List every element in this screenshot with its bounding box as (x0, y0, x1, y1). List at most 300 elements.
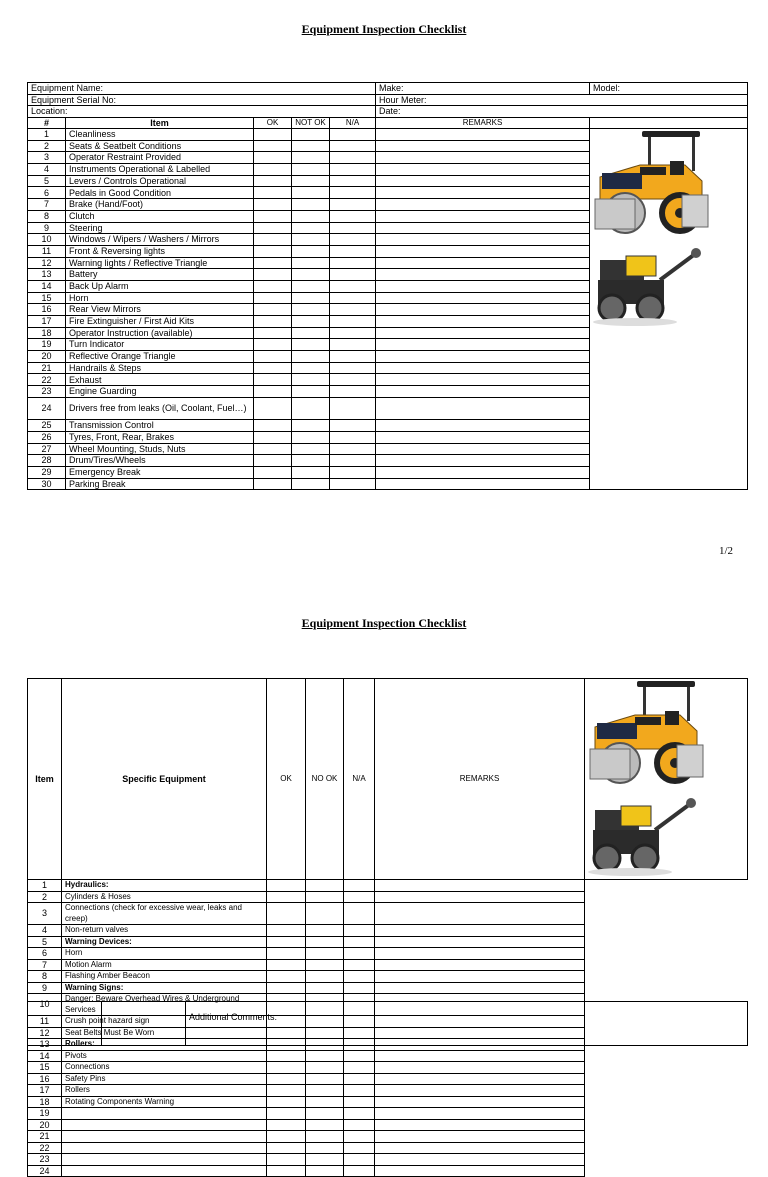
header-remarks: REMARKS (376, 117, 590, 129)
remarks-cell[interactable] (376, 222, 590, 234)
na-cell[interactable] (344, 891, 375, 903)
ok-cell[interactable] (254, 443, 292, 455)
row-number: 10 (28, 234, 66, 246)
row-item: Emergency Break (66, 467, 254, 479)
remarks-cell[interactable] (376, 397, 590, 420)
row-number: 1 (28, 880, 62, 892)
remarks-cell[interactable] (375, 1096, 585, 1108)
tandem-roller-icon (585, 679, 710, 789)
remarks-cell[interactable] (376, 292, 590, 304)
specific-row (28, 971, 748, 983)
row-number: 17 (28, 316, 66, 328)
ok-cell[interactable] (254, 140, 292, 152)
remarks-cell[interactable] (376, 257, 590, 269)
row-number: 25 (28, 420, 66, 432)
ok-cell[interactable] (267, 948, 306, 960)
row-item: Motion Alarm (62, 959, 267, 971)
ok-cell[interactable] (254, 339, 292, 351)
remarks-cell[interactable] (376, 455, 590, 467)
na-cell[interactable] (344, 971, 375, 983)
ok-cell[interactable] (254, 316, 292, 328)
remarks-cell[interactable] (376, 175, 590, 187)
ok-cell[interactable] (267, 903, 306, 925)
row-number: 18 (28, 1096, 62, 1108)
ok-cell[interactable] (254, 432, 292, 444)
row-item: Turn Indicator (66, 339, 254, 351)
na-cell[interactable] (344, 1119, 375, 1131)
not-ok-cell[interactable] (292, 397, 330, 420)
not-ok-cell[interactable] (292, 455, 330, 467)
remarks-cell[interactable] (375, 982, 585, 994)
no-ok-cell[interactable] (306, 1142, 344, 1154)
no-ok-cell[interactable] (306, 1154, 344, 1166)
remarks-cell[interactable] (376, 327, 590, 339)
na-cell[interactable] (330, 455, 376, 467)
ok-cell[interactable] (254, 245, 292, 257)
no-ok-cell[interactable] (306, 1108, 344, 1120)
row-item: Horn (62, 948, 267, 960)
na-cell[interactable] (344, 948, 375, 960)
row-number: 18 (28, 327, 66, 339)
na-cell[interactable] (330, 140, 376, 152)
na-cell[interactable] (344, 1165, 375, 1177)
na-cell[interactable] (344, 1062, 375, 1074)
na-cell[interactable] (344, 936, 375, 948)
na-cell[interactable] (330, 397, 376, 420)
row-item: Seat Belts Must Be Worn (62, 1027, 267, 1039)
specific-row (28, 1085, 748, 1097)
not-ok-cell[interactable] (292, 443, 330, 455)
not-ok-cell[interactable] (292, 339, 330, 351)
row-number: 11 (28, 1016, 62, 1028)
na-cell[interactable] (330, 210, 376, 222)
ok-cell[interactable] (254, 374, 292, 386)
ok-cell[interactable] (267, 880, 306, 892)
remarks-cell[interactable] (375, 971, 585, 983)
row-number: 20 (28, 351, 66, 363)
not-ok-cell[interactable] (292, 175, 330, 187)
remarks-cell[interactable] (375, 1085, 585, 1097)
ok-cell[interactable] (254, 292, 292, 304)
na-cell[interactable] (330, 234, 376, 246)
no-ok-cell[interactable] (306, 1096, 344, 1108)
not-ok-cell[interactable] (292, 269, 330, 281)
row-number: 7 (28, 199, 66, 211)
na-cell[interactable] (344, 1073, 375, 1085)
remarks-cell[interactable] (376, 432, 590, 444)
ok-cell[interactable] (254, 478, 292, 490)
not-ok-cell[interactable] (292, 210, 330, 222)
ok-cell[interactable] (254, 210, 292, 222)
not-ok-cell[interactable] (292, 327, 330, 339)
header-na: N/A (330, 117, 376, 129)
row-item (62, 1131, 267, 1143)
not-ok-cell[interactable] (292, 245, 330, 257)
not-ok-cell[interactable] (292, 199, 330, 211)
ok-cell[interactable] (254, 222, 292, 234)
remarks-cell[interactable] (376, 152, 590, 164)
no-ok-cell[interactable] (306, 948, 344, 960)
no-ok-cell[interactable] (306, 971, 344, 983)
remarks-cell[interactable] (376, 478, 590, 490)
p2-header-no-ok: NO OK (306, 679, 344, 880)
na-cell[interactable] (330, 187, 376, 199)
row-item: Warning Devices: (62, 936, 267, 948)
remarks-cell[interactable] (375, 1108, 585, 1120)
row-number: 19 (28, 339, 66, 351)
no-ok-cell[interactable] (306, 1085, 344, 1097)
ok-cell[interactable] (267, 1119, 306, 1131)
specific-row (28, 1096, 748, 1108)
row-item: Exhaust (66, 374, 254, 386)
na-cell[interactable] (344, 1050, 375, 1062)
p2-header-item: Item (28, 679, 62, 880)
remarks-cell[interactable] (375, 1073, 585, 1085)
row-number: 16 (28, 304, 66, 316)
row-number: 13 (28, 269, 66, 281)
ok-cell[interactable] (254, 455, 292, 467)
remarks-cell[interactable] (375, 1131, 585, 1143)
na-cell[interactable] (330, 129, 376, 141)
ok-cell[interactable] (254, 397, 292, 420)
not-ok-cell[interactable] (292, 234, 330, 246)
row-item: Pedals in Good Condition (66, 187, 254, 199)
no-ok-cell[interactable] (306, 1050, 344, 1062)
row-item: Parking Break (66, 478, 254, 490)
not-ok-cell[interactable] (292, 316, 330, 328)
not-ok-cell[interactable] (292, 478, 330, 490)
na-cell[interactable] (344, 1108, 375, 1120)
specific-row (28, 1050, 748, 1062)
remarks-cell[interactable] (375, 1142, 585, 1154)
additional-comments-label[interactable]: Additional Comments: (186, 1002, 748, 1046)
no-ok-cell[interactable] (306, 880, 344, 892)
row-number: 21 (28, 1131, 62, 1143)
specific-row (28, 1131, 748, 1143)
remarks-cell[interactable] (375, 1165, 585, 1177)
remarks-cell[interactable] (376, 351, 590, 363)
row-item: Battery (66, 269, 254, 281)
remarks-cell[interactable] (376, 339, 590, 351)
not-ok-cell[interactable] (292, 222, 330, 234)
ok-cell[interactable] (254, 362, 292, 374)
na-cell[interactable] (330, 292, 376, 304)
checklist-row (28, 129, 748, 141)
remarks-cell[interactable] (376, 374, 590, 386)
na-cell[interactable] (330, 304, 376, 316)
remarks-cell[interactable] (375, 959, 585, 971)
not-ok-cell[interactable] (292, 292, 330, 304)
remarks-cell[interactable] (375, 936, 585, 948)
na-cell[interactable] (330, 362, 376, 374)
remarks-cell[interactable] (376, 362, 590, 374)
na-cell[interactable] (344, 903, 375, 925)
na-cell[interactable] (330, 339, 376, 351)
ok-cell[interactable] (254, 386, 292, 398)
row-item: Crush point hazard sign (62, 1016, 267, 1028)
p2-header-na: N/A (344, 679, 375, 880)
ok-cell[interactable] (267, 1142, 306, 1154)
not-ok-cell[interactable] (292, 257, 330, 269)
row-number: 3 (28, 903, 62, 925)
row-number: 19 (28, 1108, 62, 1120)
row-number: 9 (28, 222, 66, 234)
row-number: 24 (28, 1165, 62, 1177)
row-item: Front & Reversing lights (66, 245, 254, 257)
na-cell[interactable] (344, 1154, 375, 1166)
na-cell[interactable] (330, 199, 376, 211)
row-number: 1 (28, 129, 66, 141)
row-number: 3 (28, 152, 66, 164)
ok-cell[interactable] (254, 129, 292, 141)
not-ok-cell[interactable] (292, 432, 330, 444)
row-item: Cylinders & Hoses (62, 891, 267, 903)
ok-cell[interactable] (267, 982, 306, 994)
ok-cell[interactable] (254, 257, 292, 269)
remarks-cell[interactable] (376, 386, 590, 398)
ok-cell[interactable] (267, 959, 306, 971)
row-item (62, 1119, 267, 1131)
row-number: 24 (28, 397, 66, 420)
ok-cell[interactable] (267, 1062, 306, 1074)
na-cell[interactable] (344, 925, 375, 937)
remarks-cell[interactable] (376, 140, 590, 152)
no-ok-cell[interactable] (306, 959, 344, 971)
not-ok-cell[interactable] (292, 304, 330, 316)
no-ok-cell[interactable] (306, 1062, 344, 1074)
row-number: 4 (28, 925, 62, 937)
row-number: 23 (28, 386, 66, 398)
na-cell[interactable] (330, 443, 376, 455)
not-ok-cell[interactable] (292, 374, 330, 386)
remarks-cell[interactable] (376, 199, 590, 211)
na-cell[interactable] (344, 1096, 375, 1108)
ok-cell[interactable] (267, 1131, 306, 1143)
not-ok-cell[interactable] (292, 351, 330, 363)
na-cell[interactable] (330, 327, 376, 339)
ok-cell[interactable] (254, 467, 292, 479)
remarks-cell[interactable] (376, 443, 590, 455)
ok-cell[interactable] (254, 351, 292, 363)
na-cell[interactable] (330, 316, 376, 328)
row-item: Rear View Mirrors (66, 304, 254, 316)
row-number: 14 (28, 280, 66, 292)
row-item: Rotating Components Warning (62, 1096, 267, 1108)
na-cell[interactable] (344, 959, 375, 971)
remarks-cell[interactable] (376, 245, 590, 257)
na-cell[interactable] (330, 152, 376, 164)
header-num: # (28, 117, 66, 129)
na-cell[interactable] (330, 245, 376, 257)
specific-row (28, 982, 748, 994)
remarks-cell[interactable] (375, 1062, 585, 1074)
na-cell[interactable] (330, 222, 376, 234)
remarks-cell[interactable] (376, 129, 590, 141)
ok-cell[interactable] (254, 175, 292, 187)
ok-cell[interactable] (254, 199, 292, 211)
row-item: Windows / Wipers / Washers / Mirrors (66, 234, 254, 246)
na-cell[interactable] (344, 982, 375, 994)
row-item: Danger: Beware Overhead Wires & Underground Services (62, 994, 267, 1016)
row-item: Flashing Amber Beacon (62, 971, 267, 983)
row-item: Handrails & Steps (66, 362, 254, 374)
remarks-cell[interactable] (376, 467, 590, 479)
ok-cell[interactable] (254, 420, 292, 432)
equipment-name-label: Equipment Name: (28, 83, 376, 94)
row-item (62, 1108, 267, 1120)
row-item: Operator Instruction (available) (66, 327, 254, 339)
remarks-cell[interactable] (375, 891, 585, 903)
ok-cell[interactable] (254, 164, 292, 176)
page2-title: Equipment Inspection Checklist (301, 616, 467, 630)
ok-cell[interactable] (267, 1154, 306, 1166)
ok-cell[interactable] (267, 1050, 306, 1062)
row-number: 22 (28, 374, 66, 386)
remarks-cell[interactable] (375, 903, 585, 925)
header-item: Item (66, 117, 254, 129)
row-number: 5 (28, 175, 66, 187)
na-cell[interactable] (344, 880, 375, 892)
remarks-cell[interactable] (375, 1050, 585, 1062)
remarks-cell[interactable] (375, 925, 585, 937)
row-item: Connections (check for excessive wear, leaks and creep) (62, 903, 267, 925)
not-ok-cell[interactable] (292, 420, 330, 432)
row-item: Operator Restraint Provided (66, 152, 254, 164)
ok-cell[interactable] (267, 1096, 306, 1108)
not-ok-cell[interactable] (292, 129, 330, 141)
no-ok-cell[interactable] (306, 1073, 344, 1085)
no-ok-cell[interactable] (306, 1119, 344, 1131)
row-item: Wheel Mounting, Studs, Nuts (66, 443, 254, 455)
row-number: 5 (28, 936, 62, 948)
ok-cell[interactable] (267, 1108, 306, 1120)
no-ok-cell[interactable] (306, 925, 344, 937)
na-cell[interactable] (344, 1142, 375, 1154)
no-ok-cell[interactable] (306, 936, 344, 948)
na-cell[interactable] (330, 257, 376, 269)
row-number: 2 (28, 891, 62, 903)
ok-cell[interactable] (254, 304, 292, 316)
row-number: 12 (28, 1027, 62, 1039)
na-cell[interactable] (330, 386, 376, 398)
ok-cell[interactable] (267, 936, 306, 948)
info-row (28, 83, 590, 95)
specific-row (28, 948, 748, 960)
ok-cell[interactable] (254, 234, 292, 246)
no-ok-cell[interactable] (306, 1165, 344, 1177)
page1-checklist-table (27, 82, 748, 490)
remarks-cell[interactable] (375, 880, 585, 892)
ok-cell[interactable] (254, 327, 292, 339)
ok-cell[interactable] (267, 971, 306, 983)
na-cell[interactable] (330, 432, 376, 444)
na-cell[interactable] (330, 269, 376, 281)
na-cell[interactable] (330, 478, 376, 490)
remarks-cell[interactable] (376, 304, 590, 316)
ok-cell[interactable] (254, 152, 292, 164)
remarks-cell[interactable] (376, 234, 590, 246)
remarks-cell[interactable] (376, 316, 590, 328)
na-cell[interactable] (344, 1085, 375, 1097)
ok-cell[interactable] (267, 925, 306, 937)
not-ok-cell[interactable] (292, 280, 330, 292)
na-cell[interactable] (330, 374, 376, 386)
remarks-cell[interactable] (376, 210, 590, 222)
na-cell[interactable] (330, 175, 376, 187)
header-not-ok: NOT OK (292, 117, 330, 129)
remarks-cell[interactable] (375, 1119, 585, 1131)
row-item: Pivots (62, 1050, 267, 1062)
no-ok-cell[interactable] (306, 1131, 344, 1143)
row-number: 6 (28, 187, 66, 199)
row-item: Back Up Alarm (66, 280, 254, 292)
not-ok-cell[interactable] (292, 362, 330, 374)
row-item: Rollers (62, 1085, 267, 1097)
row-number: 8 (28, 971, 62, 983)
na-cell[interactable] (330, 467, 376, 479)
ok-cell[interactable] (267, 1085, 306, 1097)
row-item: Horn (66, 292, 254, 304)
remarks-cell[interactable] (376, 280, 590, 292)
row-item: Hydraulics: (62, 880, 267, 892)
row-number: 12 (28, 257, 66, 269)
specific-row (28, 1165, 748, 1177)
remarks-cell[interactable] (376, 164, 590, 176)
row-item: Instruments Operational & Labelled (66, 164, 254, 176)
not-ok-cell[interactable] (292, 386, 330, 398)
remarks-cell[interactable] (375, 948, 585, 960)
not-ok-cell[interactable] (292, 187, 330, 199)
remarks-cell[interactable] (376, 187, 590, 199)
row-number: 17 (28, 1085, 62, 1097)
na-cell[interactable] (330, 164, 376, 176)
ok-cell[interactable] (267, 891, 306, 903)
not-ok-cell[interactable] (292, 140, 330, 152)
na-cell[interactable] (330, 280, 376, 292)
p2-header-specific: Specific Equipment (62, 679, 267, 880)
no-ok-cell[interactable] (306, 903, 344, 925)
not-ok-cell[interactable] (292, 467, 330, 479)
na-cell[interactable] (330, 420, 376, 432)
specific-row (28, 880, 748, 892)
specific-row (28, 1108, 748, 1120)
location-label: Location: (28, 106, 376, 117)
no-ok-cell[interactable] (306, 982, 344, 994)
p2-header-ok: OK (267, 679, 306, 880)
row-number: 6 (28, 948, 62, 960)
hour-meter-label: Hour Meter: (379, 94, 427, 105)
row-item: Transmission Control (66, 420, 254, 432)
na-cell[interactable] (344, 1131, 375, 1143)
ok-cell[interactable] (254, 187, 292, 199)
row-number: 7 (28, 959, 62, 971)
ok-cell[interactable] (254, 280, 292, 292)
na-cell[interactable] (330, 351, 376, 363)
row-number: 4 (28, 164, 66, 176)
remarks-cell[interactable] (376, 269, 590, 281)
row-number: 29 (28, 467, 66, 479)
ok-cell[interactable] (267, 1073, 306, 1085)
remarks-cell[interactable] (375, 1154, 585, 1166)
ok-cell[interactable] (254, 269, 292, 281)
row-item (62, 1165, 267, 1177)
not-ok-cell[interactable] (292, 152, 330, 164)
no-ok-cell[interactable] (306, 891, 344, 903)
ok-cell[interactable] (267, 1165, 306, 1177)
not-ok-cell[interactable] (292, 164, 330, 176)
row-number: 30 (28, 478, 66, 490)
remarks-cell[interactable] (376, 420, 590, 432)
